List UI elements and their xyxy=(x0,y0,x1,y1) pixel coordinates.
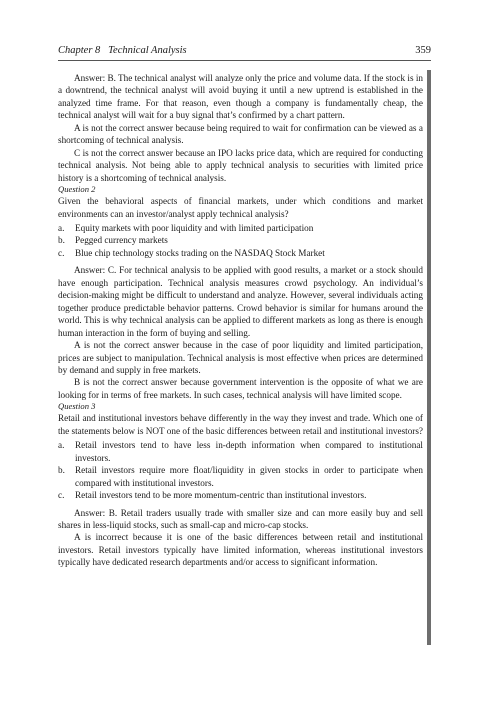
option-letter: b. xyxy=(58,235,65,246)
option-text: Equity markets with poor liquidity and with limited participation xyxy=(75,222,314,233)
answer-paragraph: Answer: B. The technical analyst will analyze only the price and volume data. If the stock is in a downtrend, the technical analyst will avoid buying it until a new uptrend is established in the analyzed time frame. For that reason, even though a company is fundamentally cheap, the technical analyst will wait for a buy signal that’s confirmed by a chart pattern. xyxy=(58,73,423,121)
option-item xyxy=(58,222,423,234)
answer-paragraph: Answer: C. For technical analysis to be applied with good results, a market or a stock should have enough participation. Technical analysis measures crowd psychology. An individual’s decision-making might be difficult to understand and analyze. However, several individuals acting together produce predictable behavior patterns. Crowd behavior is similar for humans around the world. This is why technical analysis can be applied to different markets as long as there is enough human interaction in the form of buying and selling. xyxy=(58,265,423,338)
chapter-title xyxy=(58,45,187,56)
question-text: Retail and institutional investors behave differently in the way they invest and trade. Which one of the statements below is NOT one of the basic differences between retail and institutional investors? xyxy=(58,413,424,436)
answer-paragraph: B is not the correct answer because government intervention is the opposite of what we are looking for in terms of free markets. In such cases, technical analysis will have limited scope. xyxy=(58,377,423,400)
option-list xyxy=(58,439,423,501)
chapter-number: Chapter 8 xyxy=(58,45,101,56)
option-item xyxy=(58,247,423,259)
option-text: Pegged currency markets xyxy=(75,235,168,246)
question-label: Question 3 xyxy=(58,401,96,412)
option-item xyxy=(58,489,423,501)
option-text: Retail investors tend to be more momentum-centric than institutional investors. xyxy=(75,490,367,501)
page-number: 359 xyxy=(415,45,431,56)
question-label: Question 2 xyxy=(58,184,96,195)
option-letter: c. xyxy=(58,247,65,258)
option-item xyxy=(58,439,423,464)
option-letter: b. xyxy=(58,465,65,476)
option-letter: a. xyxy=(58,222,65,233)
chapter-name: Technical Analysis xyxy=(108,45,187,56)
answer-paragraph: A is incorrect because it is one of the basic differences between retail and institutional investors. Retail investors typically have limited information, whereas institutional investors typically have dedicated research departments and/or access to significant information. xyxy=(58,532,423,568)
page-body xyxy=(58,72,423,569)
question-text: Given the behavioral aspects of financial markets, under which conditions and market environments can an investor/analyst apply technical analysis? xyxy=(58,196,423,219)
option-letter: c. xyxy=(58,490,65,501)
running-header xyxy=(58,45,431,61)
option-item xyxy=(58,234,423,246)
answer-paragraph: C is not the correct answer because an IPO lacks price data, which are required for conducting technical analysis. Not being able to apply technical analysis to securities with limited price history is a shortcoming of technical analysis. xyxy=(58,147,423,183)
answer-paragraph: A is not the correct answer because being required to wait for confirmation can be viewed as a shortcoming of technical analysis. xyxy=(58,122,423,146)
option-text: Retail investors tend to have less in-depth information when compared to institutional investors. xyxy=(75,440,423,463)
option-letter: a. xyxy=(58,440,65,451)
option-text: Retail investors require more float/liquidity in given stocks in order to participate when compared with institutional investors. xyxy=(75,465,423,488)
option-text: Blue chip technology stocks trading on the NASDAQ Stock Market xyxy=(75,247,325,258)
margin-bar xyxy=(427,70,431,645)
answer-paragraph: A is not the correct answer because in the case of poor liquidity and limited participation, prices are subject to manipulation. Technical analysis is most effective when prices are determined by demand and supply in free markets. xyxy=(58,340,423,375)
option-list xyxy=(58,222,423,259)
option-item xyxy=(58,464,423,489)
answer-paragraph: Answer: B. Retail traders usually trade with smaller size and can more easily buy and sell shares in less-liquid stocks, such as small-cap and micro-cap stocks. xyxy=(58,507,423,530)
header-rule xyxy=(58,60,431,61)
